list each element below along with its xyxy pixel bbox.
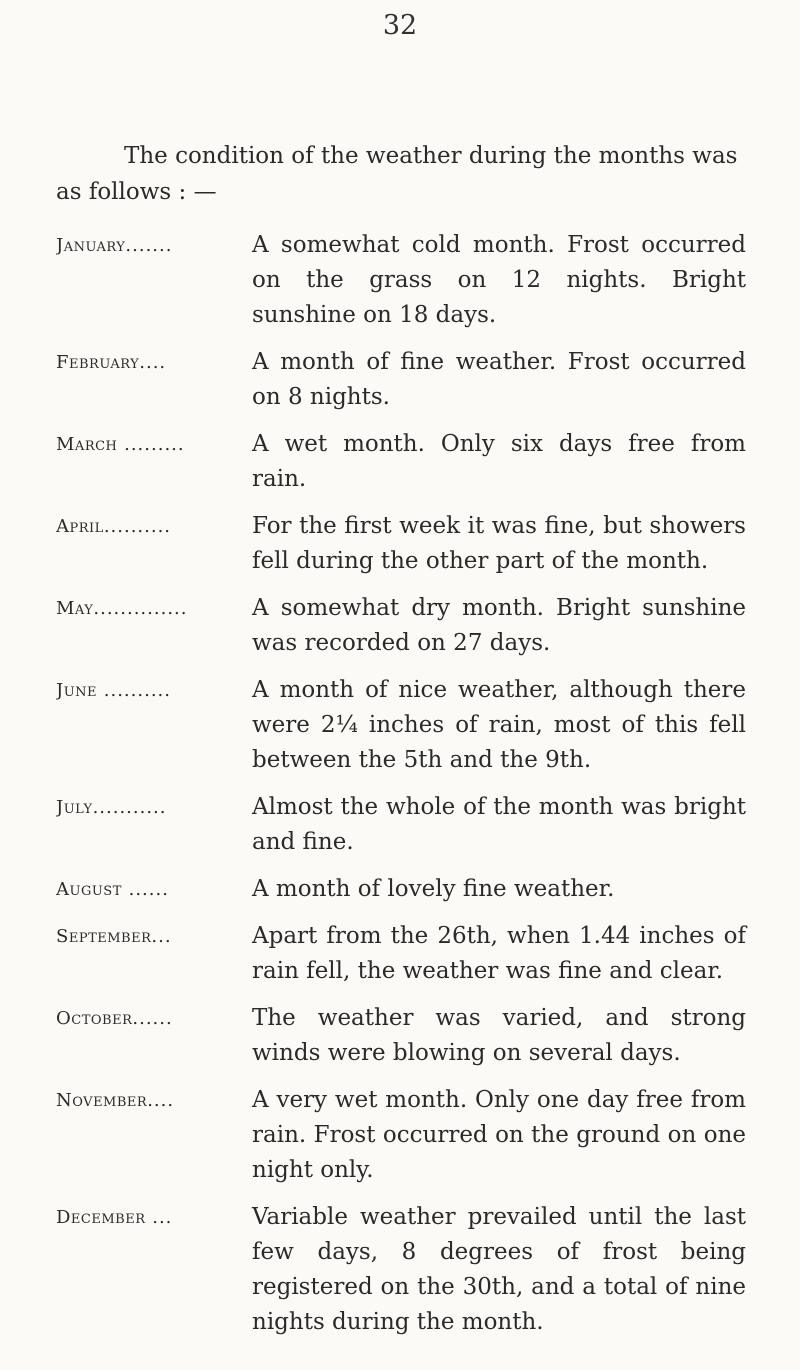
entry-november xyxy=(56,1083,746,1188)
month-label: April.......... xyxy=(56,516,172,537)
month-description: Almost the whole of the month was bright and fine. xyxy=(252,794,746,855)
entry-september xyxy=(56,919,746,989)
monthly-weather-list xyxy=(56,228,746,1352)
month-label: January....... xyxy=(56,235,173,256)
month-description: The weather was varied, and strong winds were blowing on several days. xyxy=(252,1005,746,1066)
month-label: March ......... xyxy=(56,434,185,455)
month-description: A month of nice weather, although there were 2¼ inches of rain, most of this fell between the 5th and the 9th. xyxy=(252,677,746,773)
intro-paragraph xyxy=(56,138,746,210)
month-description: A month of fine weather. Frost occurred on 8 nights. xyxy=(252,349,746,410)
month-description: A month of lovely fine weather. xyxy=(252,876,615,902)
entry-august xyxy=(56,872,746,907)
month-label: November.... xyxy=(56,1090,175,1111)
month-label: September... xyxy=(56,926,172,947)
month-label: May.............. xyxy=(56,598,188,619)
entry-march xyxy=(56,427,746,497)
entry-april xyxy=(56,509,746,579)
month-description: A wet month. Only six days free from rain. xyxy=(252,431,746,492)
entry-july xyxy=(56,790,746,860)
month-description: Apart from the 26th, when 1.44 inches of rain fell, the weather was fine and clear. xyxy=(252,923,746,984)
month-description: A somewhat dry month. Bright sunshine was recorded on 27 days. xyxy=(252,595,746,656)
month-label: June .......... xyxy=(56,680,171,701)
month-label: July........... xyxy=(56,797,167,818)
entry-may xyxy=(56,591,746,661)
intro-line-1: The condition of the weather during the months was xyxy=(124,143,738,169)
month-description: For the first week it was fine, but showers fell during the other part of the month. xyxy=(252,513,746,574)
month-description: Variable weather prevailed until the last few days, 8 degrees of frost being registered on the 30th, and a total of nine nights during the month. xyxy=(252,1204,746,1335)
page-number: 32 xyxy=(382,10,418,41)
entry-december xyxy=(56,1200,746,1340)
month-description: A very wet month. Only one day free from rain. Frost occurred on the ground on one night only. xyxy=(252,1087,746,1183)
month-label: August ...... xyxy=(56,879,169,900)
month-label: October...... xyxy=(56,1008,173,1029)
entry-october xyxy=(56,1001,746,1071)
entry-january xyxy=(56,228,746,333)
month-description: A somewhat cold month. Frost occurred on the grass on 12 nights. Bright sunshine on 18 days. xyxy=(252,232,746,328)
intro-line-2: as follows : — xyxy=(56,179,217,205)
entry-february xyxy=(56,345,746,415)
month-label: February.... xyxy=(56,352,167,373)
month-label: December ... xyxy=(56,1207,173,1228)
entry-june xyxy=(56,673,746,778)
